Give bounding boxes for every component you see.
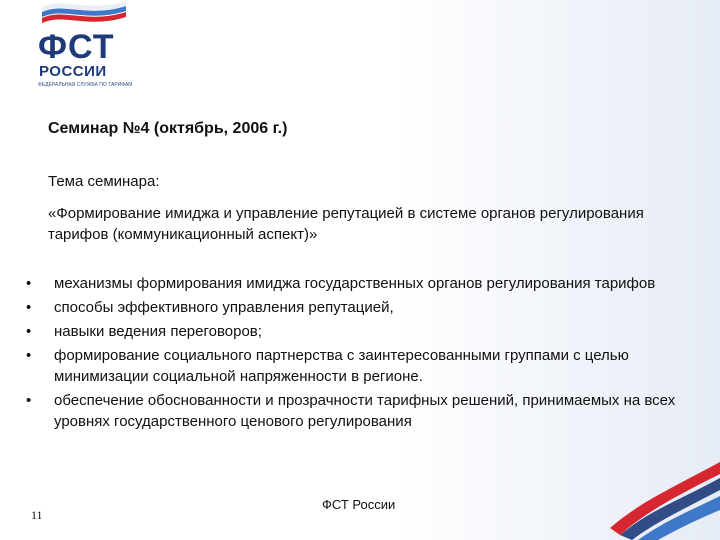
theme-label: Тема семинара: — [48, 173, 160, 190]
bullet-item — [26, 321, 706, 342]
bullet-item — [26, 273, 706, 294]
bullet-text: формирование социального партнерства с заинтересованными группами с целью минимизации социальной напряженности в регионе. — [54, 347, 629, 385]
page-number: 11 — [31, 508, 43, 522]
bullet-marker: • — [26, 299, 32, 316]
bullet-marker: • — [26, 347, 32, 364]
theme-text: «Формирование имиджа и управление репутацией в системе органов регулирования тарифов (коммуникационный аспект)» — [48, 205, 644, 243]
slide-title: Семинар №4 (октябрь, 2006 г.) — [48, 120, 288, 137]
fst-logo — [28, 0, 140, 102]
bullet-marker: • — [26, 392, 32, 409]
bullet-item — [26, 297, 706, 318]
bullet-text: навыки ведения переговоров; — [54, 323, 262, 340]
flag-swoosh-icon — [610, 440, 720, 540]
bullet-list — [26, 273, 706, 435]
footer-org-name: ФСТ России — [322, 497, 396, 512]
logo-tagline: ФЕДЕРАЛЬНАЯ СЛУЖБА ПО ТАРИФАМ — [38, 82, 133, 88]
bullet-text: механизмы формирования имиджа государственных органов регулирования тарифов — [54, 275, 656, 292]
bullet-marker: • — [26, 323, 32, 340]
logo-main-text: ФСТ — [38, 28, 115, 66]
bullet-marker: • — [26, 275, 32, 292]
logo-sub-text: РОССИИ — [39, 63, 107, 80]
bullet-text: обеспечение обоснованности и прозрачности тарифных решений, принимаемых на всех уровнях государственного ценового регулирования — [54, 392, 676, 430]
bullet-item — [26, 390, 706, 432]
bullet-item — [26, 345, 706, 387]
bullet-text: способы эффективного управления репутацией, — [54, 299, 394, 316]
